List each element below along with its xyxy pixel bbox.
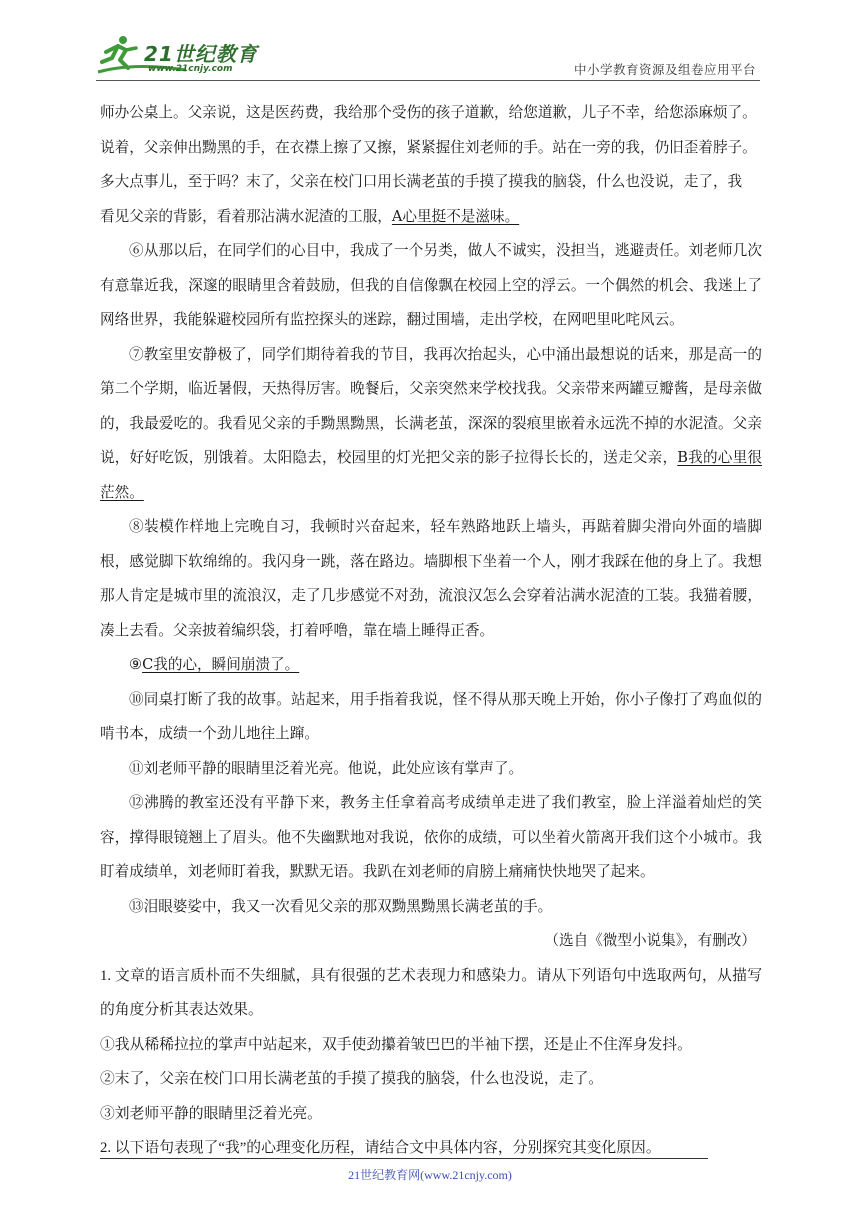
question-1: 1. 文章的语言质朴而不失细腻，具有很强的艺术表现力和感染力。请从下列语句中选取两句，从描写的角度分析其表达效果。 — [100, 967, 762, 1018]
page-footer[interactable]: 21世纪教育网(www.21cnjy.com) — [348, 1168, 512, 1182]
p5-line-1: 师办公桌上。父亲说，这是医药费，我给那个受伤的孩子道歉，给您道歉，儿子不幸，给您添麻烦了。 — [100, 104, 757, 121]
p9-number: ⑨ — [129, 656, 143, 673]
header-divider — [96, 80, 760, 81]
underlined-sentence-c: C我的心，瞬间崩溃了。 — [142, 656, 300, 673]
article-body — [100, 96, 762, 1166]
p5-line-3: 多大点事儿，至于吗？末了，父亲在校门口用长满老茧的手摸了摸我的脑袋，什么也没说，走了，我 — [100, 173, 743, 190]
question-1-item-1: ①我从稀稀拉拉的掌声中站起来，双手使劲攥着皱巴巴的半袖下摆，还是止不住浑身发抖。 — [100, 1036, 692, 1053]
paragraph-12: ⑫沸腾的教室还没有平静下来，教务主任拿着高考成绩单走进了我们教室，脸上洋溢着灿烂的笑容，撑得眼镜翘上了眉头。他不失幽默地对我说，依你的成绩，可以坐着火箭离开我们这个小城市。我盯着成绩单，刘老师盯着我，默默无语。我趴在刘老师的肩膀上痛痛快快地哭了起来。 — [100, 794, 762, 880]
platform-name: 中小学教育资源及组卷应用平台 — [573, 62, 756, 77]
logo-url: www.21cnjy.com — [148, 64, 233, 74]
question-2: 2. 以下语句表现了“我”的心理变化历程，请结合文中具体内容，分别探究其变化原因。 — [100, 1140, 661, 1156]
page-header — [96, 28, 760, 80]
paragraph-8: ⑧装模作样地上完晚自习，我顿时兴奋起来，轻车熟路地跃上墙头，再踮着脚尖滑向外面的墙脚根，感觉脚下软绵绵的。我闪身一跳，落在路边。墙脚根下坐着一个人，刚才我踩在他的身上了。我想那人肯定是城市里的流浪汉，走了几步感觉不对劲，流浪汉怎么会穿着沾满水泥渣的工装。我猫着腰，凑上去看。父亲披着编织袋，打着呼噜，靠在墙上睡得正香。 — [100, 518, 762, 639]
question-1-item-2: ②末了，父亲在校门口用长满老茧的手摸了摸我的脑袋，什么也没说，走了。 — [100, 1071, 604, 1087]
p5-line-2: 说着，父亲伸出黝黑的手，在衣襟上擦了又擦，紧紧握住刘老师的手。站在一旁的我，仍旧歪着脖子。 — [100, 138, 757, 156]
p7-text: ⑦教室里安静极了，同学们期待着我的节目，我再次抬起头，心中涌出最想说的话来，那是高一的第二个学期，临近暑假，天热得厉害。晚餐后，父亲突然来学校找我。父亲带来两罐豆瓣酱，是母亲做的，我最爱吃的。我看见父亲的手黝黑黝黑，长满老茧，深深的裂痕里嵌着永远洗不掉的水泥渣。父亲说，好好吃饭，别饿着。太阳隐去，校园里的灯光把父亲的影子拉得长长的，送走父亲， — [100, 345, 762, 466]
paragraph-10: ⑩同桌打断了我的故事。站起来，用手指着我说，怪不得从那天晚上开始，你小子像打了鸡血似的啃书本，成绩一个劲儿地往上蹿。 — [100, 690, 762, 742]
underlined-sentence-a: A心里挺不是滋味。 — [391, 207, 520, 225]
paragraph-13: ⑬泪眼婆娑中，我又一次看见父亲的那双黝黑黝黑长满老茧的手。 — [129, 897, 553, 915]
site-logo[interactable] — [96, 34, 266, 78]
logo-text: 21世纪教育 — [144, 42, 258, 66]
paragraph-6: ⑥从那以后，在同学们的心目中，我成了一个另类，做人不诚实，没担当，逃避责任。刘老师几次有意靠近我，深邃的眼睛里含着鼓励，但我的自信像飘在校园上空的浮云。一个偶然的机会、我迷上了网络世界，我能躲避校园所有监控探头的迷踪，翻过围墙，走出学校，在网吧里叱咤风云。 — [100, 242, 762, 328]
underlined-sentence-b: B我的心里很茫然。 — [100, 449, 762, 501]
paragraph-7 — [100, 338, 762, 511]
source-note: （选自《微型小说集》，有删改） — [544, 932, 756, 949]
paragraph-5-cont — [100, 96, 762, 234]
footer-divider — [100, 1158, 708, 1159]
paragraph-11: ⑪刘老师平静的眼睛里泛着光亮。他说，此处应该有掌声了。 — [129, 759, 524, 777]
p5-line-4: 看见父亲的背影，看着那沾满水泥渣的工服， — [100, 207, 392, 225]
question-1-item-3: ③刘老师平静的眼睛里泛着光亮。 — [100, 1105, 322, 1122]
paragraph-9 — [100, 648, 762, 683]
